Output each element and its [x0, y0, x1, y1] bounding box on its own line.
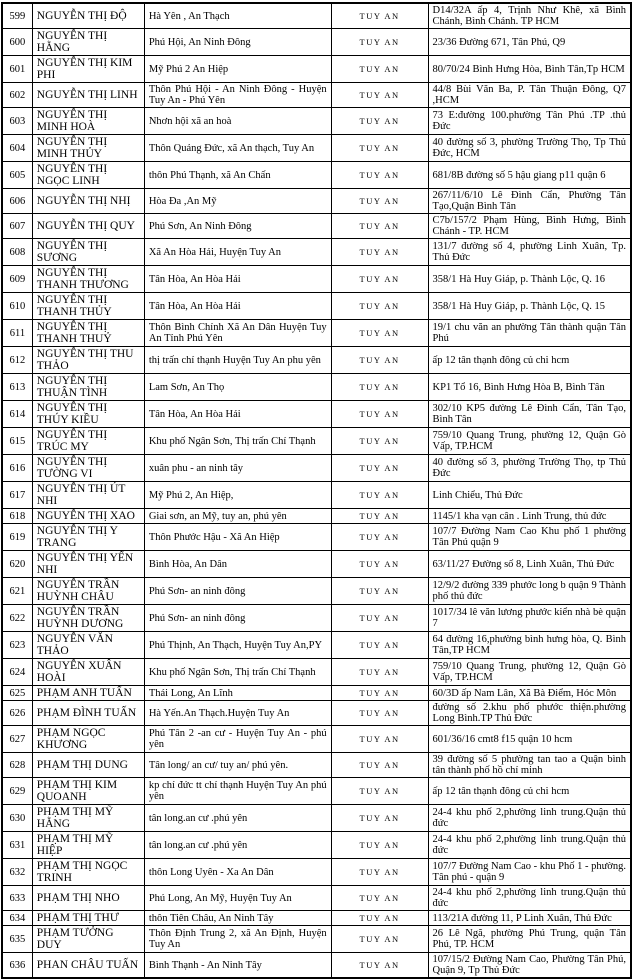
- row-number-cell: 600: [2, 29, 32, 56]
- district-cell: TUY AN: [331, 911, 428, 926]
- district-cell: TUY AN: [331, 953, 428, 979]
- table-row: [2, 726, 631, 753]
- row-number-cell: 625: [2, 686, 32, 701]
- origin-address-cell: thôn Tiên Châu, An Ninh Tây: [144, 911, 331, 926]
- origin-address-cell: Phú Sơn- an ninh đông: [144, 605, 331, 632]
- table-row: [2, 551, 631, 578]
- row-number-cell: 618: [2, 509, 32, 524]
- person-name-cell: PHẠM THỊ NGỌC TRINH: [32, 859, 144, 886]
- table-row: [2, 266, 631, 293]
- row-number-cell: 613: [2, 374, 32, 401]
- person-name-cell: PHẠM THỊ KIM QUOANH: [32, 778, 144, 805]
- district-cell: TUY AN: [331, 726, 428, 753]
- table-row: [2, 347, 631, 374]
- person-name-cell: PHẠM THỊ NHO: [32, 886, 144, 911]
- row-number-cell: 623: [2, 632, 32, 659]
- origin-address-cell: Thôn Bình Chính Xã An Dân Huyện Tuy An Tỉnh Phú Yên: [144, 320, 331, 347]
- district-cell: TUY AN: [331, 859, 428, 886]
- current-address-cell: 60/3D ấp Nam Lân, Xã Bà Điểm, Hóc Môn: [428, 686, 631, 701]
- person-name-cell: NGUYỄN THỊ THANH THƯƠNG: [32, 266, 144, 293]
- origin-address-cell: Mỹ Phú 2, An Hiệp,: [144, 482, 331, 509]
- current-address-cell: 358/1 Hà Huy Giáp, p. Thành Lộc, Q. 15: [428, 293, 631, 320]
- row-number-cell: 611: [2, 320, 32, 347]
- row-number-cell: 631: [2, 832, 32, 859]
- person-name-cell: NGUYỄN THỊ TƯỜNG VI: [32, 455, 144, 482]
- person-name-cell: PHẠM NGỌC KHƯƠNG: [32, 726, 144, 753]
- row-number-cell: 601: [2, 56, 32, 83]
- current-address-cell: 759/10 Quang Trung, phường 12, Quận Gò Vấp, TP.HCM: [428, 428, 631, 455]
- district-cell: TUY AN: [331, 886, 428, 911]
- table-row: [2, 293, 631, 320]
- table-row: [2, 162, 631, 189]
- district-cell: TUY AN: [331, 455, 428, 482]
- row-number-cell: 604: [2, 135, 32, 162]
- residents-table-body: [2, 3, 631, 978]
- origin-address-cell: Giai sơn, an Mỹ, tuy an, phú yên: [144, 509, 331, 524]
- person-name-cell: NGUYỄN THỊ THANH THUỶ: [32, 320, 144, 347]
- table-row: [2, 605, 631, 632]
- person-name-cell: NGUYỄN THỊ Y TRANG: [32, 524, 144, 551]
- district-cell: TUY AN: [331, 293, 428, 320]
- row-number-cell: 610: [2, 293, 32, 320]
- person-name-cell: PHAN CHÂU TUẤN: [32, 953, 144, 979]
- person-name-cell: NGUYỄN VĂN THẢO: [32, 632, 144, 659]
- table-row: [2, 428, 631, 455]
- district-cell: TUY AN: [331, 3, 428, 29]
- person-name-cell: NGUYỄN THỊ YẾN NHI: [32, 551, 144, 578]
- origin-address-cell: Lam Sơn, An Thọ: [144, 374, 331, 401]
- origin-address-cell: Khu phố Ngân Sơn, Thị trấn Chí Thạnh: [144, 428, 331, 455]
- person-name-cell: PHẠM THỊ THƯ: [32, 911, 144, 926]
- origin-address-cell: Xã An Hòa Hải, Huyện Tuy An: [144, 239, 331, 266]
- row-number-cell: 632: [2, 859, 32, 886]
- origin-address-cell: Thôn Quảng Đức, xã An thạch, Tuy An: [144, 135, 331, 162]
- district-cell: TUY AN: [331, 239, 428, 266]
- current-address-cell: 24-4 khu phố 2,phường linh trung.Quận thủ đức: [428, 886, 631, 911]
- origin-address-cell: Tân Hòa, An Hòa Hải: [144, 293, 331, 320]
- district-cell: TUY AN: [331, 374, 428, 401]
- origin-address-cell: kp chí đức tt chí thạnh Huyện Tuy An phú yên: [144, 778, 331, 805]
- current-address-cell: 1145/1 kha vạn cân . Linh Trung, thủ đức: [428, 509, 631, 524]
- origin-address-cell: Phú Sơn- an ninh đông: [144, 578, 331, 605]
- district-cell: TUY AN: [331, 659, 428, 686]
- table-row: [2, 578, 631, 605]
- current-address-cell: 107/7 Đường Nam Cao - khu Phố 1 - phường. Tân phú - quận 9: [428, 859, 631, 886]
- district-cell: TUY AN: [331, 162, 428, 189]
- origin-address-cell: thôn Long Uyên - Xa An Dân: [144, 859, 331, 886]
- origin-address-cell: Tân Hòa, An Hòa Hải: [144, 266, 331, 293]
- table-row: [2, 926, 631, 953]
- row-number-cell: 626: [2, 701, 32, 726]
- district-cell: TUY AN: [331, 108, 428, 135]
- row-number-cell: 609: [2, 266, 32, 293]
- table-row: [2, 320, 631, 347]
- table-row: [2, 455, 631, 482]
- table-row: [2, 214, 631, 239]
- row-number-cell: 599: [2, 3, 32, 29]
- row-number-cell: 602: [2, 83, 32, 108]
- current-address-cell: 113/21A đường 11, P Linh Xuân, Thủ Đức: [428, 911, 631, 926]
- origin-address-cell: Hòa Đa ,An Mỹ: [144, 189, 331, 214]
- person-name-cell: NGUYỄN THỊ MINH HOÀ: [32, 108, 144, 135]
- row-number-cell: 606: [2, 189, 32, 214]
- current-address-cell: 40 đường số 3, phường Trường Thọ, Tp Thủ Đức, HCM: [428, 135, 631, 162]
- district-cell: TUY AN: [331, 56, 428, 83]
- origin-address-cell: thôn Phú Thạnh, xã An Chấn: [144, 162, 331, 189]
- person-name-cell: PHẠM TƯỞNG DUY: [32, 926, 144, 953]
- row-number-cell: 628: [2, 753, 32, 778]
- district-cell: TUY AN: [331, 482, 428, 509]
- current-address-cell: 19/1 chu văn an phường Tân thành quận Tân Phú: [428, 320, 631, 347]
- row-number-cell: 621: [2, 578, 32, 605]
- origin-address-cell: tân long.an cư .phú yên: [144, 805, 331, 832]
- person-name-cell: NGUYỄN THỊ NGỌC LINH: [32, 162, 144, 189]
- table-row: [2, 482, 631, 509]
- current-address-cell: Linh Chiểu, Thủ Đức: [428, 482, 631, 509]
- table-row: [2, 239, 631, 266]
- district-cell: TUY AN: [331, 29, 428, 56]
- current-address-cell: ấp 12 tân thạnh đông củ chi hcm: [428, 778, 631, 805]
- row-number-cell: 612: [2, 347, 32, 374]
- origin-address-cell: Phú Thịnh, An Thạch, Huyện Tuy An,PY: [144, 632, 331, 659]
- person-name-cell: PHẠM THỊ MỸ HIỆP: [32, 832, 144, 859]
- table-row: [2, 859, 631, 886]
- table-row: [2, 401, 631, 428]
- table-row: [2, 953, 631, 979]
- current-address-cell: 1017/34 lê văn lương phước kiển nhà bè quận 7: [428, 605, 631, 632]
- district-cell: TUY AN: [331, 632, 428, 659]
- row-number-cell: 605: [2, 162, 32, 189]
- row-number-cell: 619: [2, 524, 32, 551]
- person-name-cell: NGUYỄN THỊ THUẬN TÌNH: [32, 374, 144, 401]
- current-address-cell: 601/36/16 cmt8 f15 quận 10 hcm: [428, 726, 631, 753]
- row-number-cell: 616: [2, 455, 32, 482]
- person-name-cell: NGUYỄN THỊ THÚY KIỀU: [32, 401, 144, 428]
- current-address-cell: C7b/157/2 Phạm Hùng, Bình Hưng, Bình Chánh - TP. HCM: [428, 214, 631, 239]
- district-cell: TUY AN: [331, 805, 428, 832]
- person-name-cell: NGUYỄN THỊ XAO: [32, 509, 144, 524]
- table-row: [2, 189, 631, 214]
- current-address-cell: ấp 12 tân thạnh đông củ chi hcm: [428, 347, 631, 374]
- current-address-cell: 39 đường số 5 phường tan tao a Quận bình tân thành phố hồ chí minh: [428, 753, 631, 778]
- origin-address-cell: Nhơn hội xã an hoà: [144, 108, 331, 135]
- origin-address-cell: Phú Tân 2 -an cư - Huyện Tuy An - phú yên: [144, 726, 331, 753]
- current-address-cell: 267/11/6/10 Lê Đình Cẩn, Phường Tân Tạo,Quận Bình Tân: [428, 189, 631, 214]
- district-cell: TUY AN: [331, 524, 428, 551]
- person-name-cell: NGUYỄN THỊ QUY: [32, 214, 144, 239]
- district-cell: TUY AN: [331, 551, 428, 578]
- person-name-cell: NGUYỄN THỊ TRÚC MY: [32, 428, 144, 455]
- table-row: [2, 886, 631, 911]
- table-row: [2, 686, 631, 701]
- person-name-cell: NGUYỄN THỊ LINH: [32, 83, 144, 108]
- person-name-cell: NGUYỄN THỊ ÚT NHI: [32, 482, 144, 509]
- row-number-cell: 614: [2, 401, 32, 428]
- person-name-cell: NGUYỄN THỊ HẰNG: [32, 29, 144, 56]
- row-number-cell: 617: [2, 482, 32, 509]
- district-cell: TUY AN: [331, 214, 428, 239]
- table-row: [2, 108, 631, 135]
- origin-address-cell: Bình Thạnh - An Ninh Tây: [144, 953, 331, 979]
- current-address-cell: 44/8 Bùi Văn Ba, P. Tân Thuận Đông, Q7 ,HCM: [428, 83, 631, 108]
- district-cell: TUY AN: [331, 401, 428, 428]
- current-address-cell: 24-4 khu phố 2,phường linh trung.Quận thủ đức: [428, 832, 631, 859]
- row-number-cell: 603: [2, 108, 32, 135]
- current-address-cell: 40 đường số 3, phường Trường Thọ, tp Thủ Đức: [428, 455, 631, 482]
- table-row: [2, 509, 631, 524]
- origin-address-cell: Thôn Định Trung 2, xã An Định, Huyện Tuy An: [144, 926, 331, 953]
- district-cell: TUY AN: [331, 189, 428, 214]
- row-number-cell: 627: [2, 726, 32, 753]
- person-name-cell: NGUYỄN THỊ SƯƠNG: [32, 239, 144, 266]
- origin-address-cell: Thôn Phú Hội - An Ninh Đông - Huyện Tuy An - Phú Yên: [144, 83, 331, 108]
- current-address-cell: đường số 2.khu phố phước thiện.phường Long Bình.TP Thủ Đức: [428, 701, 631, 726]
- district-cell: TUY AN: [331, 320, 428, 347]
- origin-address-cell: Hà Yến.An Thạch.Huyện Tuy An: [144, 701, 331, 726]
- current-address-cell: D14/32A ấp 4, Trịnh Như Khê, xã Bình Chánh, Bình Chánh. TP HCM: [428, 3, 631, 29]
- origin-address-cell: Phú Long, An Mỹ, Huyện Tuy An: [144, 886, 331, 911]
- origin-address-cell: Tân long/ an cư/ tuy an/ phú yên.: [144, 753, 331, 778]
- person-name-cell: NGUYỄN THỊ THANH THỦY: [32, 293, 144, 320]
- origin-address-cell: Mỹ Phú 2 An Hiệp: [144, 56, 331, 83]
- person-name-cell: PHẠM ĐÌNH TUẤN: [32, 701, 144, 726]
- table-row: [2, 701, 631, 726]
- current-address-cell: 63/11/27 Đường số 8, Linh Xuân, Thủ Đức: [428, 551, 631, 578]
- origin-address-cell: Hà Yên , An Thạch: [144, 3, 331, 29]
- district-cell: TUY AN: [331, 83, 428, 108]
- current-address-cell: 302/10 KP5 đường Lê Đình Cẩn, Tân Tạo, Bình Tân: [428, 401, 631, 428]
- current-address-cell: 23/36 Đường 671, Tân Phú, Q9: [428, 29, 631, 56]
- table-row: [2, 56, 631, 83]
- person-name-cell: NGUYỄN TRẦN HUỲNH DƯƠNG: [32, 605, 144, 632]
- person-name-cell: NGUYỄN THỊ MINH THỦY: [32, 135, 144, 162]
- table-row: [2, 832, 631, 859]
- row-number-cell: 634: [2, 911, 32, 926]
- row-number-cell: 629: [2, 778, 32, 805]
- row-number-cell: 620: [2, 551, 32, 578]
- table-row: [2, 3, 631, 29]
- origin-address-cell: Phú Sơn, An Ninh Đông: [144, 214, 331, 239]
- table-row: [2, 911, 631, 926]
- table-row: [2, 83, 631, 108]
- origin-address-cell: thị trấn chí thạnh Huyện Tuy An phu yên: [144, 347, 331, 374]
- table-row: [2, 632, 631, 659]
- row-number-cell: 615: [2, 428, 32, 455]
- table-row: [2, 29, 631, 56]
- residents-table: [1, 2, 632, 979]
- origin-address-cell: Phú Hội, An Ninh Đông: [144, 29, 331, 56]
- row-number-cell: 630: [2, 805, 32, 832]
- origin-address-cell: Thái Long, An Lĩnh: [144, 686, 331, 701]
- row-number-cell: 622: [2, 605, 32, 632]
- row-number-cell: 624: [2, 659, 32, 686]
- district-cell: TUY AN: [331, 347, 428, 374]
- district-cell: TUY AN: [331, 778, 428, 805]
- person-name-cell: PHẠM THỊ DUNG: [32, 753, 144, 778]
- person-name-cell: NGUYỄN TRẦN HUỲNH CHÂU: [32, 578, 144, 605]
- district-cell: TUY AN: [331, 686, 428, 701]
- current-address-cell: 24-4 khu phố 2,phường linh trung.Quận thủ đức: [428, 805, 631, 832]
- current-address-cell: 131/7 đường số 4, phường Linh Xuân, Tp. Thủ Đức: [428, 239, 631, 266]
- origin-address-cell: Bình Hòa, An Dân: [144, 551, 331, 578]
- person-name-cell: NGUYỄN THỊ THU THẢO: [32, 347, 144, 374]
- table-row: [2, 778, 631, 805]
- district-cell: TUY AN: [331, 428, 428, 455]
- district-cell: TUY AN: [331, 605, 428, 632]
- district-cell: TUY AN: [331, 926, 428, 953]
- district-cell: TUY AN: [331, 509, 428, 524]
- current-address-cell: 107/7 Đường Nam Cao Khu phố 1 phường Tân Phú quận 9: [428, 524, 631, 551]
- origin-address-cell: xuân phu - an ninh tây: [144, 455, 331, 482]
- table-row: [2, 374, 631, 401]
- person-name-cell: NGUYỄN THỊ KIM PHI: [32, 56, 144, 83]
- current-address-cell: 759/10 Quang Trung, phường 12, Quận Gò Vấp, TP.HCM: [428, 659, 631, 686]
- current-address-cell: KP1 Tổ 16, Bình Hưng Hòa B, Bình Tân: [428, 374, 631, 401]
- current-address-cell: 26 Lê Ngã, phường Phú Trung, quận Tân Phú, TP. HCM: [428, 926, 631, 953]
- origin-address-cell: Thôn Phước Hậu - Xã An Hiệp: [144, 524, 331, 551]
- person-name-cell: NGUYỄN THỊ ĐỘ: [32, 3, 144, 29]
- row-number-cell: 636: [2, 953, 32, 979]
- table-row: [2, 659, 631, 686]
- origin-address-cell: Khu phố Ngân Sơn, Thị trấn Chí Thạnh: [144, 659, 331, 686]
- row-number-cell: 607: [2, 214, 32, 239]
- current-address-cell: 73 E:đường 100.phường Tân Phú .TP .thủ Đức: [428, 108, 631, 135]
- district-cell: TUY AN: [331, 832, 428, 859]
- district-cell: TUY AN: [331, 135, 428, 162]
- table-row: [2, 753, 631, 778]
- current-address-cell: 107/15/2 Đường Nam Cao, Phường Tân Phú, Quận 9, Tp Thủ Đức: [428, 953, 631, 979]
- row-number-cell: 608: [2, 239, 32, 266]
- origin-address-cell: tân long.an cư .phú yên: [144, 832, 331, 859]
- person-name-cell: NGUYỄN XUÂN HOÀI: [32, 659, 144, 686]
- current-address-cell: 358/1 Hà Huy Giáp, p. Thành Lộc, Q. 16: [428, 266, 631, 293]
- row-number-cell: 635: [2, 926, 32, 953]
- table-row: [2, 135, 631, 162]
- current-address-cell: 12/9/2 đường 339 phước long b quận 9 Thành phố thủ đức: [428, 578, 631, 605]
- origin-address-cell: Tân Hòa, An Hòa Hải: [144, 401, 331, 428]
- current-address-cell: 64 đường 16,phường bình hưng hòa, Q. Bình Tân,TP HCM: [428, 632, 631, 659]
- district-cell: TUY AN: [331, 701, 428, 726]
- row-number-cell: 633: [2, 886, 32, 911]
- current-address-cell: 681/8B đường số 5 hậu giang p11 quận 6: [428, 162, 631, 189]
- current-address-cell: 80/70/24 Bình Hưng Hòa, Bình Tân,Tp HCM: [428, 56, 631, 83]
- table-row: [2, 524, 631, 551]
- person-name-cell: PHẠM ANH TUẤN: [32, 686, 144, 701]
- person-name-cell: NGUYỄN THỊ NHỊ: [32, 189, 144, 214]
- table-row: [2, 805, 631, 832]
- district-cell: TUY AN: [331, 753, 428, 778]
- person-name-cell: PHẠM THỊ MỸ HẰNG: [32, 805, 144, 832]
- district-cell: TUY AN: [331, 266, 428, 293]
- district-cell: TUY AN: [331, 578, 428, 605]
